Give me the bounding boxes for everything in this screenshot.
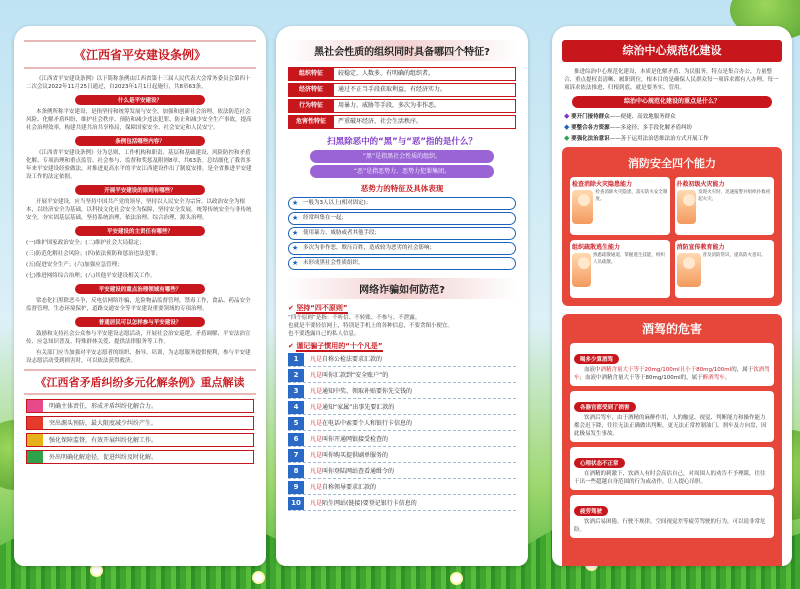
- panel-safety-regulations: [14, 26, 266, 566]
- rule-number: 7: [288, 449, 304, 462]
- highlight-bar: 外出明确化解途径，促进纠纷及时化解。: [26, 450, 254, 464]
- hazard-tag: 喝多少算酒驾: [574, 354, 619, 364]
- rule-number: 9: [288, 481, 304, 494]
- feature-item: ★ 一般为3人以上(相对固定)；: [288, 197, 516, 210]
- section-heading: 平安建设的主责任有哪些？: [75, 226, 205, 236]
- rule-text: 凡是陌生网站(链接)要登记银行卡信息的: [310, 500, 417, 507]
- ability-title: 组织疏散逃生能力: [572, 244, 621, 251]
- paragraph: 本条例所称平安建设，是指坚持和统筹发展与安全，加强和创新社会治理，依法防范社会风险、化解矛盾纠纷、维护社会秩序、预防和减少违法犯罪、防止和减少安全生产事故，提高社会治理效率，构建共建共治共享格局，保障国家安全、社会安定和人民安宁。: [26, 109, 252, 131]
- trait-row: [288, 99, 516, 113]
- panel-governance: [552, 26, 792, 566]
- paragraph: “四个原则”是指：不听信、不转账、不参与、不泄露。: [288, 315, 421, 321]
- hazard-text: 饮酒后驾车，由于酒精的麻醉作用，人的触觉、视觉、判断能力和操作能力都会迟下降，往往无法正确做出判断，更无法正常控制油门、刹车及方向盘，因此极易发生事故。: [574, 415, 767, 437]
- hazard-text: 饮酒后易困倦，行驶不规律，空间视觉差等疲劳驾驶的行为，可以说非常危险。: [574, 519, 766, 533]
- trait-row: [288, 67, 516, 81]
- duty-item: (三)防范化解社会风险；(四)依法预防和惩治违法犯罪；: [26, 251, 162, 257]
- paragraph: 常态化扫黑除恶斗争，反电信网络诈骗，危险物品监督管理，禁毒工作，食品、药品安全监督管理，生态环境保护，道路交通安全等平安建设重要领域的专项治理。: [26, 298, 251, 312]
- fraud-rule-item: [288, 497, 516, 511]
- hazard-tag: 疲劳驾驶: [574, 506, 608, 516]
- flower-decoration: [254, 573, 263, 582]
- panel-title: 综治中心规范化建设: [562, 40, 782, 62]
- fraud-rule-item: [288, 449, 516, 463]
- feature-item: ★ 使用暴力、威胁或者其他手段；: [288, 227, 516, 240]
- highlight-bar: 突出源头预防，最大限度减少纠纷产生。: [26, 416, 254, 430]
- section-heading: 条例包括哪些内容？: [75, 136, 205, 146]
- rule-number: 10: [288, 497, 304, 510]
- section-heading: 什么是平安建设？: [75, 95, 205, 105]
- hazard-tag: 心理状态不正常: [574, 458, 625, 468]
- paragraph: 也不要透露自己的私人信息。: [288, 331, 360, 337]
- rule-text: 凡是通知“家属”出事先要汇款的: [310, 404, 395, 411]
- definition-pill: “黑”是指黑社会性质的组织。: [310, 150, 494, 163]
- trait-key: 危害性特征: [288, 115, 334, 129]
- ability-card: [570, 240, 670, 298]
- hazard-tag: 各器官都受到了损害: [574, 402, 636, 412]
- rule-text: 凡是叫你汇款到“安全账户”的: [310, 372, 389, 379]
- rule-number: 1: [288, 353, 304, 366]
- panel-title: 《江西省平安建设条例》: [24, 40, 256, 69]
- hazard-box: [570, 447, 774, 490]
- flower-decoration: [452, 574, 461, 583]
- trait-row: [288, 83, 516, 97]
- rule-text: 凡是通知中奖、领取补贴要你先交钱的: [310, 388, 413, 395]
- rule-number: 6: [288, 433, 304, 446]
- rule-text: 凡是在电话中索要个人和银行卡信息的: [310, 420, 413, 427]
- intro-paragraph: 《江西省平安建设条例》以下简称条例由江西省第十三届人民代表大会常务委员会第四十二次会议2022年11月25日通过，自2023年1月1日起施行，共8章63条。: [26, 76, 251, 90]
- trait-key: 组织特征: [288, 67, 334, 81]
- ability-card: [570, 177, 670, 235]
- rule-number: 5: [288, 417, 304, 430]
- section-title: 《江西省矛盾纠纷多元化解条例》重点解读: [24, 369, 256, 395]
- hazard-box: [570, 391, 774, 442]
- firefighter-icon: [572, 190, 593, 224]
- hazard-box: [570, 495, 774, 538]
- fraud-rule-item: [288, 433, 516, 447]
- firefighter-icon: [572, 253, 591, 287]
- rule-number: 2: [288, 369, 304, 382]
- rule-text: 凡是叫你登陆网站查看通缉令的: [310, 468, 395, 475]
- fraud-list: [276, 353, 528, 511]
- feature-item: ★ 经常纠集在一起；: [288, 212, 516, 225]
- subheading: 综治中心规范化建设的重点是什么？: [572, 96, 772, 108]
- paragraph: 鼓励和支持社会公众参与平安建设志愿活动，开展社会治安巡逻、矛盾调解、平安法治宣传、应急知识普及、特殊群体关爱、提供法律服务等工作。: [26, 331, 251, 345]
- ability-desc: 普及消防常识，提高防火意识。: [702, 253, 766, 258]
- fraud-rule-item: [288, 465, 516, 479]
- fire-safety-box: [562, 147, 782, 306]
- panel-title: 黑社会性质的组织同时具备哪四个特征?: [286, 40, 518, 61]
- feature-item: ★ 多次为非作恶，欺压百姓，造成较为恶劣的社会影响；: [288, 242, 516, 255]
- definition-pill: “恶”是指恶势力、恶势力犯罪集团。: [310, 165, 494, 178]
- point-item: ◆ 要整合各方资源——多途径、多手段化解矛盾纠纷: [564, 123, 693, 131]
- subheading: 恶势力的特征及具体表现: [360, 184, 444, 193]
- highlight-bar: 明确主体责任，形成矛盾纠纷化解合力。: [26, 399, 254, 413]
- fraud-rule-item: [288, 353, 516, 367]
- ability-card: [675, 240, 775, 298]
- section-heading: 开展平安建设的原则有哪些？: [75, 185, 205, 195]
- trait-row: [288, 115, 516, 129]
- trait-key: 行为特征: [288, 99, 334, 113]
- feature-item: ★ 未形成黑社会性质组织。: [288, 257, 516, 270]
- fraud-rule-item: [288, 385, 516, 399]
- ability-card: [675, 177, 775, 235]
- panel-anti-crime: [276, 26, 528, 566]
- paragraph: 开展平安建设，应当坚持中国共产党的领导，坚持以人民安全为宗旨，以政治安全为根本，以经济安全为基础，以科技文化社会安全为保障，坚持安全发展，统筹传统安全与非传统安全，夯实固基层基础，坚持系统治理、依法治理、综合治理、源头治理。: [26, 199, 252, 221]
- point-item: ◆ 要开门接待群众——便捷、高效地服务群众: [564, 112, 676, 120]
- check-label: ✔ 谨记骗子惯用的“十个凡是”: [288, 342, 383, 350]
- firefighter-icon: [677, 253, 701, 287]
- ability-title: 扑救初级火灾能力: [676, 181, 725, 188]
- section-heading: 普通居民可以怎样参与平安建设？: [75, 317, 205, 327]
- trait-value: 通过不正当手段获取利益，有经济实力。: [334, 83, 516, 97]
- ability-desc: 检查消除火灾隐患，落实防火安全制度。: [595, 190, 668, 202]
- paragraph: 推进综治中心规范化建设，本质是化解矛盾、为民服务，特点是集合办公，力量整合、重点提权责清晰、履职到位，根本目的是确保人民群众每一项诉求都有人办理、每一项诉求依法推进、归根到底、就是要务实、管用。: [564, 69, 779, 91]
- paragraph: 《江西省平安建设条例》分为总则、工作机构和职责、基层和基础建设、风险防控和矛盾化解、专项治理和重点监管、社会参与、监督和奖惩及附则8章、共63条。总结细化了我省多年来平安建设经验做法，对推进更高水平的平安江西建设作出了制度安排，是全省推进平安建设工作的法定依据。: [26, 150, 252, 180]
- rule-text: 凡是叫你开通网银接受检查的: [310, 436, 389, 443]
- check-label: ✔ 坚持“四不原则”: [288, 304, 348, 312]
- highlight-bar: 强化保障监督，有效开展纠纷化解工作。: [26, 433, 254, 447]
- section-heading: 平安建设的重点治理领域有哪些？: [75, 284, 205, 294]
- rule-text: 凡是自称领导要求汇款的: [310, 484, 377, 491]
- ability-title: 消防宣传教育能力: [676, 244, 725, 251]
- drink-title: 酒驾的危害: [641, 322, 702, 336]
- drunk-driving-box: [562, 314, 782, 566]
- section-title: 网络诈骗如何防范?: [286, 278, 518, 299]
- flower-decoration: [92, 566, 101, 575]
- trait-key: 经济特征: [288, 83, 334, 97]
- paragraph: 有关部门应当加强对平安志愿者的组织、指导、培训，为志愿服务提供便利，参与平安建设志愿活动受到损害时，可以依法获得救济。: [26, 350, 251, 364]
- paragraph: 也就是不要轻信网上，特别是手机上的各种信息，不要贪图小便宜。: [288, 323, 454, 329]
- duty-item: (一)维护国家政治安全；(二)维护社会大局稳定；: [26, 240, 145, 246]
- trait-value: 用暴力、威胁等手段，多次为非作恶。: [334, 99, 516, 113]
- fraud-rule-item: [288, 481, 516, 495]
- rule-number: 3: [288, 385, 304, 398]
- hazard-text: 在酒精的刺激下，饮酒人有时会高估自己，对周围人的劝告不予理睬，往往干出一些超越自身范围的行为或动作，让人提心吊胆。: [574, 471, 766, 485]
- fire-title: 消防安全四个能力: [628, 157, 716, 170]
- ability-desc: 熟悉疏散通道，掌握逃生技能，组织人员疏散。: [592, 253, 665, 265]
- rule-text: 凡是自称公检法要求汇款的: [310, 356, 383, 363]
- rule-text: 凡是叫你购买提供刷单服务的: [310, 452, 389, 459]
- rule-number: 8: [288, 465, 304, 478]
- ability-title: 检查消除火灾隐患能力: [572, 181, 633, 188]
- duty-item: (七)推进网络综合治理；(八)其他平安建设相关工作。: [26, 273, 156, 279]
- fraud-rule-item: [288, 417, 516, 431]
- subheading: 扫黑除恶中的“黑”与“恶”指的是什么？: [327, 137, 477, 147]
- firefighter-icon: [677, 190, 697, 224]
- ability-desc: 发现火灾时，迅速报警并组织扑救初起火灾。: [698, 190, 771, 202]
- hazard-text: 血液中酒精含量大于等于20mg/100ml且小于80mg/100ml的，属于饮酒驾车；血液中酒精含量大于等于80mg/100ml的，属于醉酒驾车。: [574, 367, 770, 381]
- point-item: ◆ 要强化法治意识——善于运用法治思维法治方式开展工作: [564, 134, 709, 142]
- duty-item: (五)促进安全生产；(六)加强应急管理；: [26, 262, 123, 268]
- trait-value: 严重破坏经济、社会生活秩序。: [334, 115, 516, 129]
- rule-number: 4: [288, 401, 304, 414]
- fraud-rule-item: [288, 401, 516, 415]
- hazard-box: [570, 343, 774, 386]
- fraud-rule-item: [288, 369, 516, 383]
- trait-value: 较稳定、人数多、有明确的组织者。: [334, 67, 516, 81]
